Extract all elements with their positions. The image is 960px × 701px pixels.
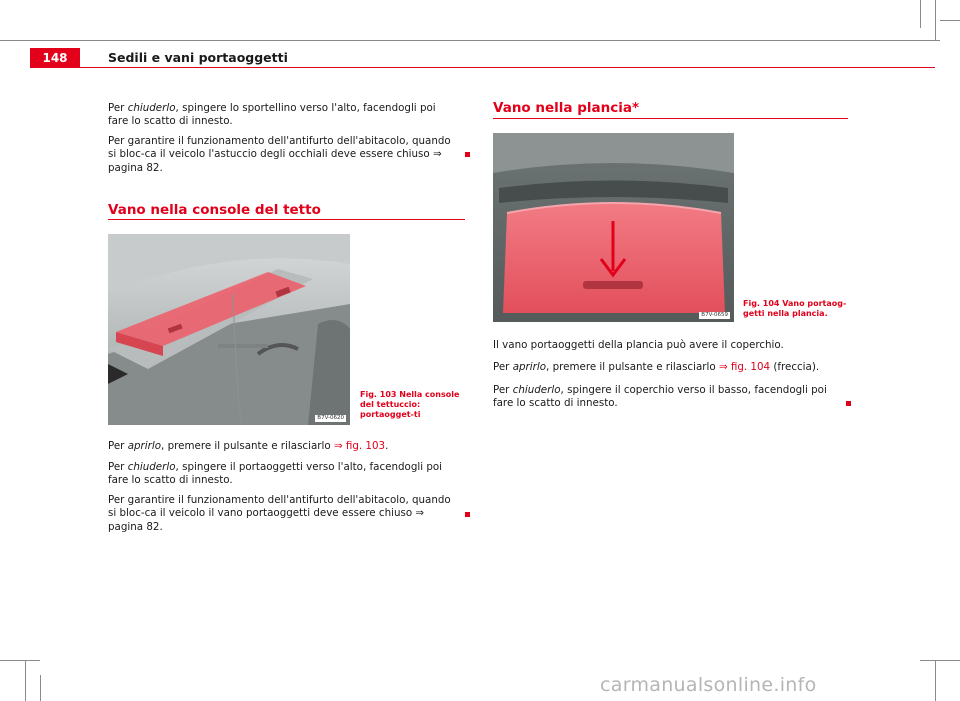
section-end-marker <box>465 512 470 517</box>
paragraph-close-roof: Per chiuderlo, spingere il portaoggetti verso l'alto, facendogli poi fare lo scatto di innesto. <box>108 461 443 487</box>
crop-mark <box>920 660 960 661</box>
section-end-marker <box>465 152 470 157</box>
crop-mark <box>920 0 921 28</box>
crop-mark <box>935 660 936 701</box>
figure-link-103[interactable]: ⇒ fig. 103 <box>333 440 386 452</box>
dashboard-compartment-illustration <box>493 133 734 322</box>
chapter-title: Sedili e vani portaoggetti <box>108 50 288 65</box>
section-title-dashboard: Vano nella plancia* <box>493 100 640 116</box>
crop-mark <box>940 20 960 21</box>
roof-console-illustration <box>108 234 350 425</box>
crop-mark <box>40 675 41 701</box>
crop-mark <box>0 660 40 661</box>
page-number: 148 <box>30 48 80 68</box>
figure-caption-104: Fig. 104 Vano portaog-getti nella plancia. <box>743 299 847 318</box>
section-rule <box>493 118 848 119</box>
section-end-marker <box>846 401 851 406</box>
crop-mark <box>25 660 26 701</box>
figure-caption-103: Fig. 103 Nella console del tettuccio: portaogget-ti <box>360 390 460 419</box>
paragraph-close-dashboard: Per chiuderlo, spingere il coperchio verso il basso, facendogli poi fare lo scatto di innesto. <box>493 384 827 410</box>
paragraph-open-roof: Per aprirlo, premere il pulsante e rilasciarlo ⇒ fig. 103. <box>108 440 389 452</box>
section-rule <box>108 219 465 220</box>
figure-roof-console <box>108 234 350 425</box>
header-rule <box>80 67 935 68</box>
crop-mark <box>935 0 936 40</box>
figure-code: B7V-0620 <box>317 415 344 421</box>
intro-paragraph-1: Per chiuderlo, spingere lo sportellino verso l'alto, facendogli poi fare lo scatto di innesto. <box>108 102 436 128</box>
paragraph-alarm-roof: Per garantire il funzionamento dell'antifurto dell'abitacolo, quando si bloc-ca il veicolo il vano portaoggetti deve essere chiuso ⇒ pagina 82. <box>108 494 451 533</box>
figure-link-104[interactable]: ⇒ fig. 104 <box>718 361 771 373</box>
intro-paragraph-2: Per garantire il funzionamento dell'antifurto dell'abitacolo, quando si bloc-ca il veicolo l'astuccio degli occhiali deve essere chiuso ⇒ pagina 82. <box>108 135 451 174</box>
watermark: carmanualsonline.info <box>600 674 817 696</box>
paragraph-open-dashboard: Per aprirlo, premere il pulsante e rilasciarlo ⇒ fig. 104 (freccia). <box>493 361 820 373</box>
figure-code: B7V-0659 <box>701 312 728 318</box>
crop-mark <box>0 40 940 41</box>
section-title-roof-console: Vano nella console del tetto <box>108 202 321 218</box>
figure-dashboard-compartment <box>493 133 734 322</box>
paragraph-dashboard-intro: Il vano portaoggetti della plancia può avere il coperchio. <box>493 339 784 351</box>
